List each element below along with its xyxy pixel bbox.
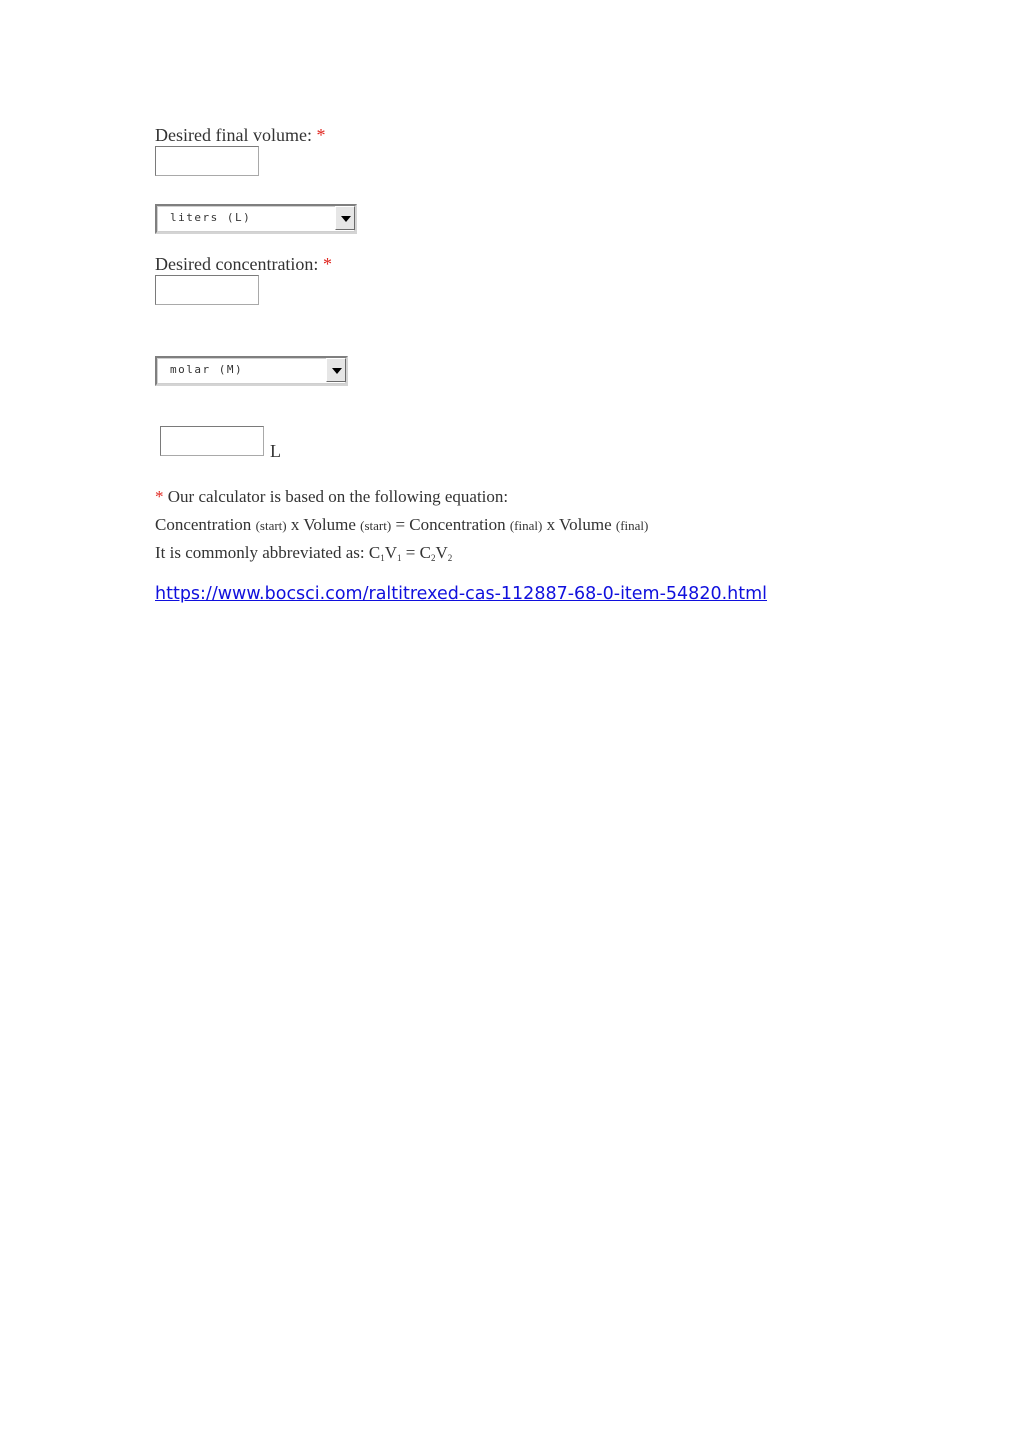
volume-unit-select[interactable] bbox=[155, 204, 357, 234]
final-volume-input[interactable] bbox=[155, 146, 259, 176]
chevron-down-icon bbox=[341, 216, 351, 222]
concentration-unit-selected: molar (M) bbox=[170, 363, 244, 376]
result-unit: L bbox=[270, 441, 281, 461]
abbreviated-equation: $C_1V_1 = C_2V_2$ bbox=[368, 543, 453, 563]
note-asterisk: * bbox=[155, 487, 164, 506]
equation-line: Concentration (start) x Volume (start) = Concentration (final) x Volume (final) bbox=[155, 515, 649, 534]
required-asterisk: * bbox=[322, 254, 332, 274]
volume-unit-dropdown-button[interactable] bbox=[335, 206, 355, 230]
volume-unit-selected: liters (L) bbox=[170, 211, 252, 224]
concentration-label: Desired concentration: * bbox=[155, 254, 332, 274]
final-volume-label: Desired final volume: * bbox=[155, 125, 326, 145]
product-link[interactable]: https://www.bocsci.com/raltitrexed-cas-112887-68-0-item-54820.html bbox=[155, 584, 768, 604]
abbreviation-line: It is commonly abbreviated as: $C_1V_1 = C_2V_2$ bbox=[155, 543, 453, 563]
required-asterisk: * bbox=[316, 125, 326, 145]
concentration-input[interactable] bbox=[155, 275, 259, 305]
chevron-down-icon bbox=[332, 368, 342, 374]
result-input[interactable] bbox=[160, 426, 264, 456]
concentration-unit-dropdown-button[interactable] bbox=[326, 358, 346, 382]
concentration-unit-select[interactable] bbox=[155, 356, 348, 386]
equation-intro: * Our calculator is based on the following equation: bbox=[155, 487, 509, 506]
